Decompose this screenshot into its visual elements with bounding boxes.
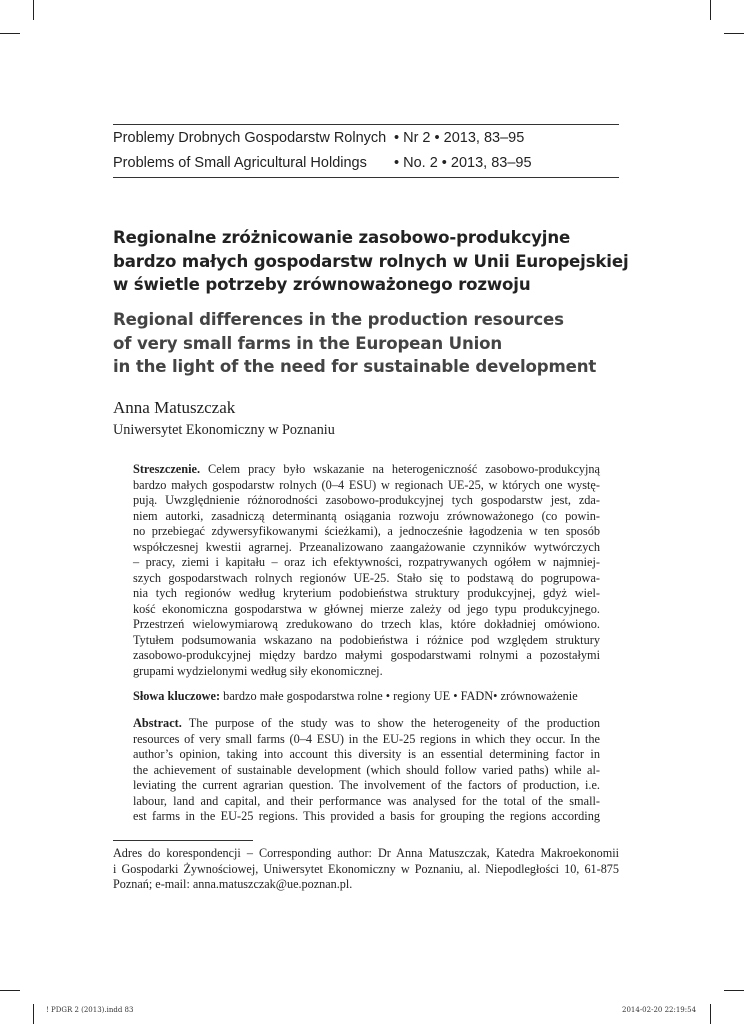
crop-mark [724,990,744,991]
abstract-text: Celem pracy było wskazanie na heterogeniczność zasobowo-produkcyjną [200,462,600,476]
journal-issue-pl: • Nr 2 • 2013, 83–95 [394,130,525,146]
journal-title-pl: Problemy Drobnych Gospodarstw Rolnych [113,130,387,146]
abstract-line: nia tych regionów według kryterium podobieństwa struktury produkcyjnej, gdyż wiel- [133,586,600,600]
journal-title-en: Problems of Small Agricultural Holdings [113,155,367,171]
crop-mark [710,1004,711,1024]
abstract-line: kość ekonomiczna gospodarstwa w głównej mierze zależy od jego typu produkcyjnego. [133,601,600,616]
correspondence-footnote [113,846,619,893]
abstract-line: – pracy, ziemi i kapitału – oraz ich efektywności, rozpatrywanych ogółem w najmniej- [133,555,600,569]
abstract-line: bardzo małych gospodarstw rolnych (0–4 ESU) w regionach UE-25, w których one wystę- [133,477,600,492]
article-title-pl [113,226,633,297]
crop-mark [0,990,20,991]
abstract-line: author’s opinion, taking into account this diversity is an essential determining factor in [133,747,600,761]
abstract-pl [133,462,600,679]
keywords-text: bardzo małe gospodarstwa rolne • regiony UE • FADN• zrównoważenie [220,689,578,703]
abstract-pl-label: Streszczenie. [133,462,201,476]
abstract-en [133,716,600,825]
abstract-line: zasobowo-produkcyjnej między bardzo małymi gospodarstwami rolnymi a pozostałymi [133,648,600,662]
keywords-line [133,689,600,705]
title-line: w świetle potrzeby zrównoważonego rozwoju [113,275,531,294]
abstract-line: niem autorki, zasadniczą determinantą osiągania rozwoju zrównoważonego (co powin- [133,508,600,523]
title-line: Regionalne zróżnicowanie zasobowo-produkcyjne [113,228,571,247]
crop-mark [33,0,34,20]
title-line: bardzo małych gospodarstw rolnych w Unii Europejskiej [113,251,629,271]
footnote-line: i Gospodarki Żywnościowej, Uniwersytet Ekonomiczny w Poznaniu, al. Niepodległości 10, 61-875 [113,861,619,876]
author-name: Anna Matuszczak [113,398,236,417]
title-line: in the light of the need for sustainable development [113,357,597,376]
abstract-en-label: Abstract. [133,716,182,730]
article-title-en [113,308,673,379]
title-line: of very small farms in the European Union [113,333,503,353]
abstract-line [133,462,600,478]
author-affiliation: Uniwersytet Ekonomiczny w Poznaniu [113,422,335,438]
abstract-line: pują. Uwzględnienie różnorodności zasobowo-produkcyjnej tych gospodarstw jest, zda- [133,493,600,507]
keywords-label: Słowa kluczowe: [133,689,221,703]
crop-mark [33,1004,34,1024]
abstract-line: grupami wydzielonymi według siły ekonomicznej. [133,663,383,678]
abstract-line: Przestrzeń wielowymiarową zredukowano do trzech klas, które dokładniej omówiono. [133,617,600,631]
title-line: Regional differences in the production resources [113,310,564,329]
printer-slug-file: ! PDGR 2 (2013).indd 83 [46,1006,134,1014]
footnote-line: Poznań; e-mail: anna.matuszczak@ue.poznan.pl. [113,877,353,891]
crop-mark [724,33,744,34]
crop-mark [710,0,711,20]
abstract-line: resources of very small farms (0–4 ESU) in the EU-25 regions in which they occur. In the [133,731,600,746]
printer-slug-timestamp: 2014-02-20 22:19:54 [622,1006,697,1014]
abstract-text: The purpose of the study was to show the heterogeneity of the production [181,716,600,730]
journal-issue-en: • No. 2 • 2013, 83–95 [394,155,532,171]
abstract-line: no przebiegać zdywersyfikowanymi ścieżkami), a jednocześnie łagodzenia w ten sposób [133,524,600,538]
abstract-line: leviating the current agrarian question. The involvement of the factors of production, i.e. [133,778,600,792]
footnote-rule [113,840,253,841]
journal-header [113,124,619,178]
abstract-line: the achievement of sustainable development (which should follow varied paths) while al- [133,762,600,777]
abstract-line: szych gospodarstwach rolnych regionów UE-25. Stało się to podstawą do pogrupowa- [133,570,600,585]
footnote-line: Adres do korespondencji – Corresponding author: Dr Anna Matuszczak, Katedra Makroekonomii [113,846,619,860]
crop-mark [0,33,20,34]
abstract-line: labour, land and capital, and their performance was analysed for the total of the small- [133,793,600,808]
abstract-line [133,716,600,732]
abstract-line: współczesnej kwestii agrarnej. Przeanalizowano zaangażowanie czynników wytwórczych [133,539,600,554]
abstract-line: Tytułem podsumowania wskazano na podobieństwa i różnice pod względem struktury [133,632,600,647]
abstract-line: est farms in the EU-25 regions. This provided a basis for grouping the regions according [133,809,600,823]
keywords-pl [133,689,600,705]
